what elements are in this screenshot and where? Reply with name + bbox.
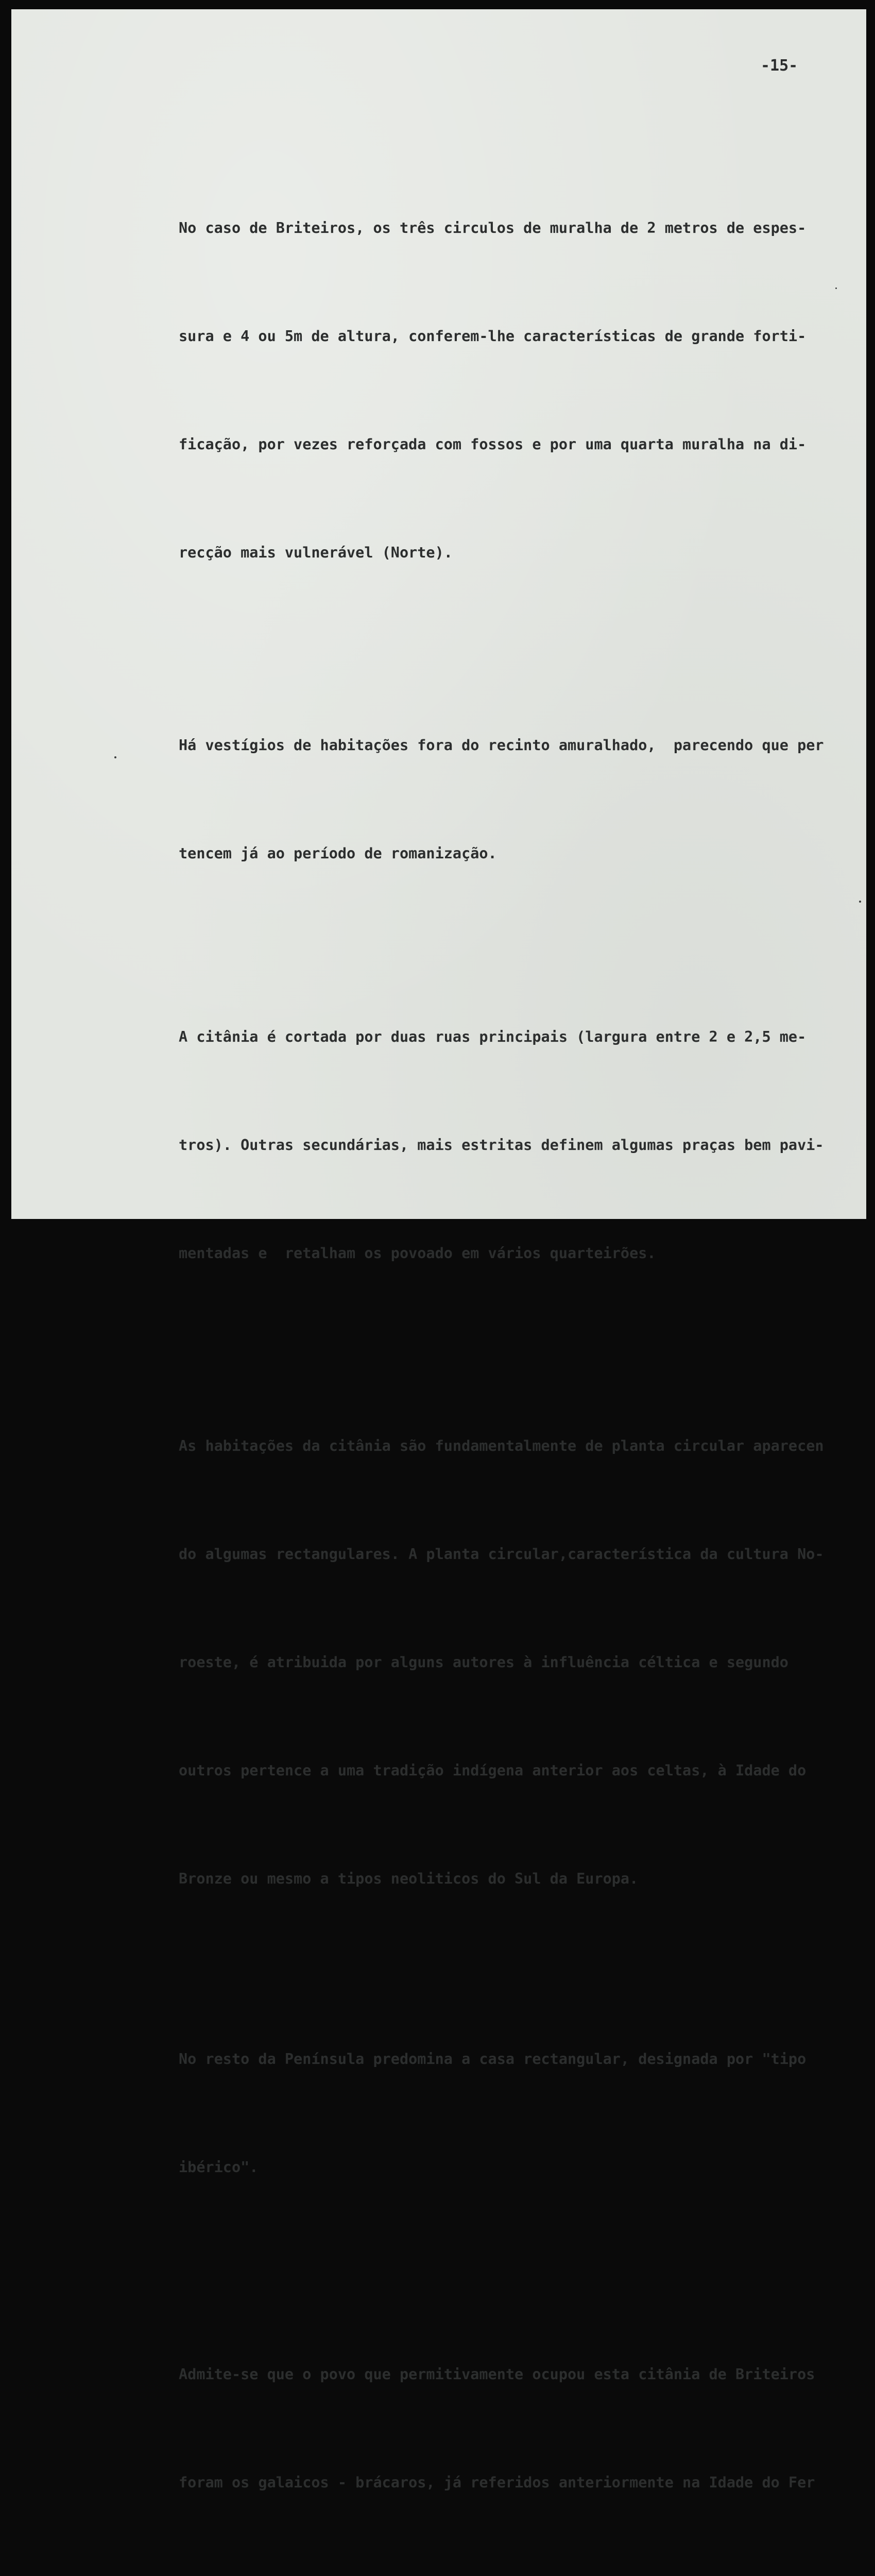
- text-line: tencem já ao período de romanização.: [179, 845, 497, 862]
- paragraph-streets: [179, 947, 864, 1344]
- text-line: recção mais vulnerável (Norte).: [179, 544, 453, 561]
- text-line: No caso de Briteiros, os três circulos de muralha de 2 metros de espes-: [179, 219, 807, 236]
- text-line: No resto da Península predomina a casa rectangular, designada por "tipo: [179, 2050, 807, 2067]
- text-line: outros pertence a uma tradição indígena anterior aos celtas, à Idade do: [179, 1762, 807, 1779]
- page-number: -15-: [761, 57, 798, 75]
- text-line: tros). Outras secundárias, mais estritas definem algumas praças bem pavi-: [179, 1137, 824, 1154]
- paper-speck: [835, 287, 837, 289]
- text-line: Admite-se que o povo que permitivamente ocupou esta citânia de Briteiros: [179, 2366, 815, 2383]
- text-line: Bronze ou mesmo a tipos neoliticos do Sul da Europa.: [179, 1870, 639, 1887]
- text-line: Há vestígios de habitações fora do recinto amuralhado, parecendo que per: [179, 737, 824, 754]
- paper-speck: [114, 756, 116, 758]
- text-line: foram os galaicos - brácaros, já referidos anteriormente na Idade do Fer: [179, 2474, 815, 2491]
- paper-speck: [859, 901, 861, 903]
- paragraph-iberian-type: [179, 1969, 864, 2258]
- text-line: ficação, por vezes reforçada com fossos e por uma quarta muralha na di-: [179, 436, 807, 453]
- paragraph-dwellings-outside: [179, 655, 864, 944]
- text-line: do algumas rectangulares. A planta circular,característica da cultura No-: [179, 1546, 824, 1563]
- body-text: [179, 138, 864, 2576]
- text-line: As habitações da citânia são fundamentalmente de planta circular aparecen: [179, 1437, 824, 1454]
- paragraph-fortification: [179, 138, 864, 643]
- paragraph-circular-houses: [179, 1356, 864, 1969]
- text-line: sura e 4 ou 5m de altura, conferem-lhe características de grande forti-: [179, 328, 807, 345]
- text-line: mentadas e retalham os povoado em vários quarteirões.: [179, 1245, 656, 1262]
- text-line: [179, 2573, 864, 2576]
- document-page: [11, 9, 866, 2491]
- text-line: roeste, é atribuida por alguns autores à influência céltica e segundo: [179, 1654, 788, 1671]
- text-line: A citânia é cortada por duas ruas principais (largura entre 2 e 2,5 me-: [179, 1028, 807, 1045]
- paragraph-galaicos: [179, 2284, 864, 2576]
- text-line: ibérico".: [179, 2159, 259, 2176]
